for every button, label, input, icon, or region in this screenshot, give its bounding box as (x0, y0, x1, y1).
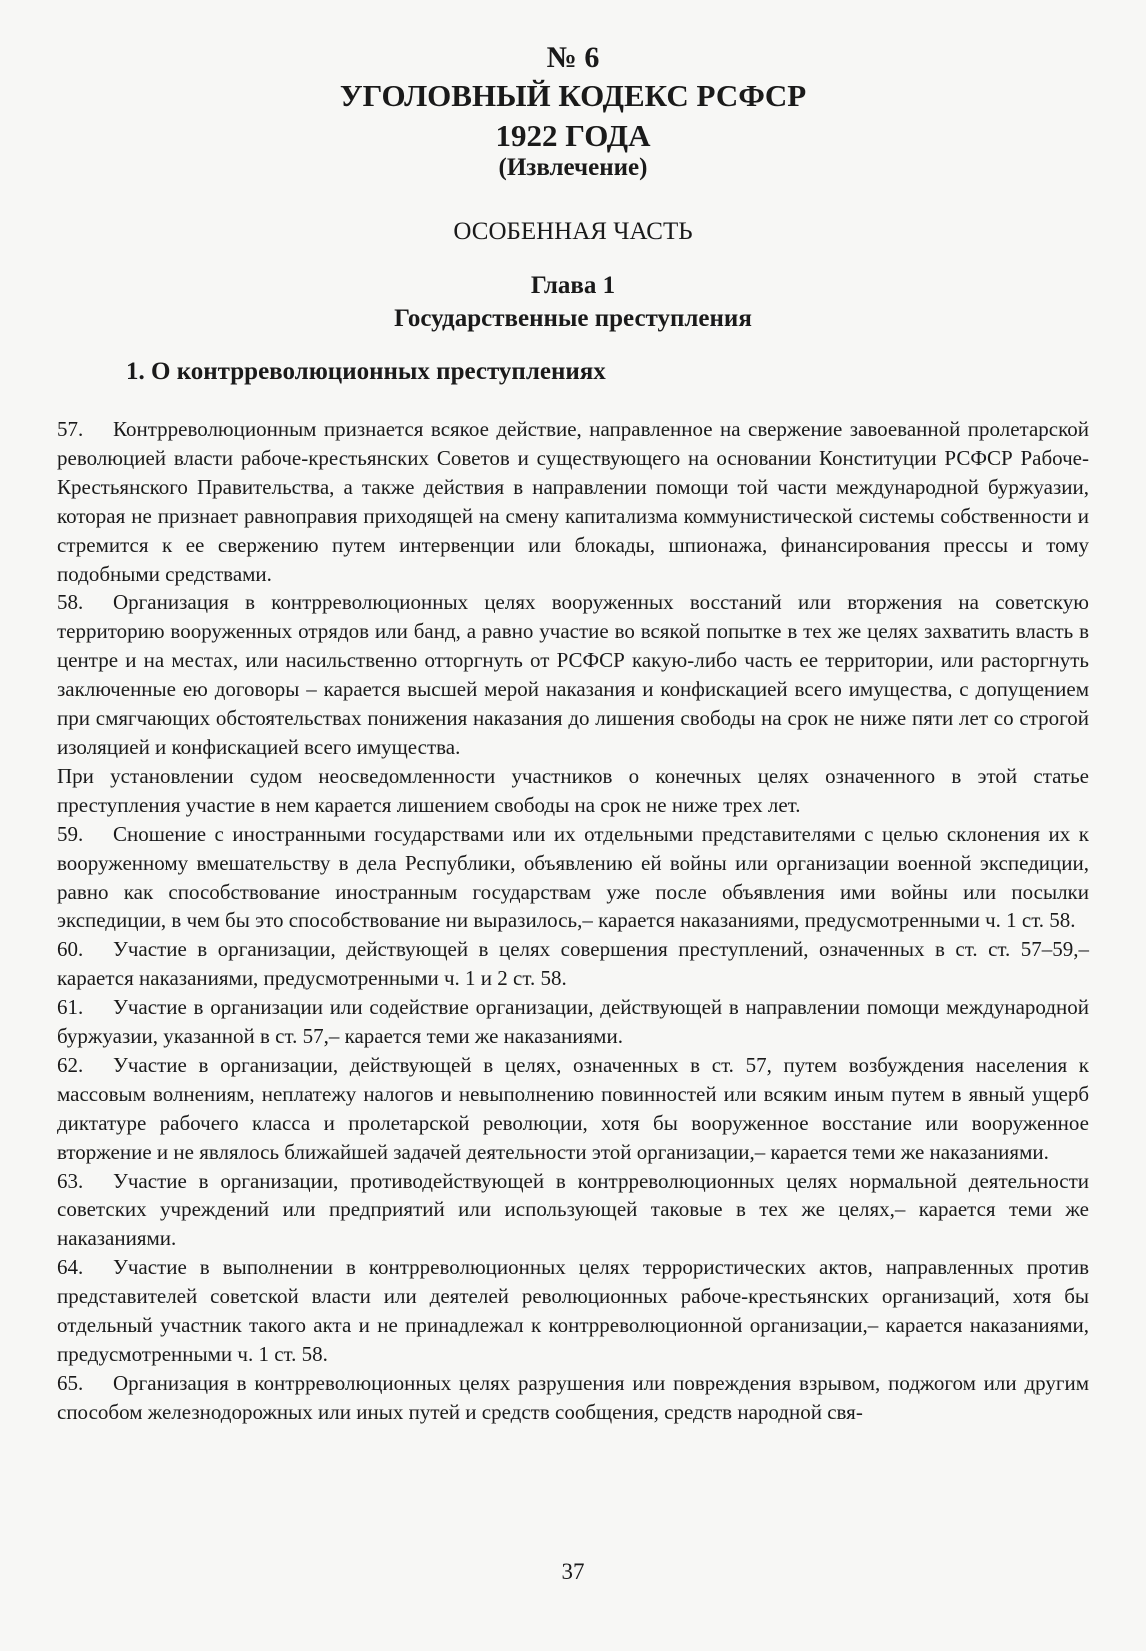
article-text: При установлении судом неосведомленности участников о конечных целях означенного в этой статье преступления участие в нем карается лишением свободы на срок не ниже трех лет. (57, 763, 1089, 817)
article-paragraph (57, 1167, 1089, 1254)
article-number: 60. (57, 937, 84, 962)
article-paragraph (57, 588, 1089, 761)
article-text: Участие в выполнении в контрреволюционных целях террористических актов, направленных против представителей советской власти или деятелей революционных рабоче-крестьянских организаций, хотя бы отдельный участник такого акта и не принадлежал к контрреволюционной организации,– карается наказаниями, предусмотренными ч. 1 ст. 58. (57, 1255, 1089, 1366)
article-number: 62. (57, 1052, 84, 1077)
article-text: Участие в организации, действующей в целях совершения преступлений, означенных в ст. ст. 57–59,– карается наказаниями, предусмотренными ч. 1 и 2 ст. 58. (57, 937, 1089, 991)
document-year: 1922 ГОДА (495, 118, 651, 153)
articles-body (57, 415, 1089, 1427)
document-subtitle: (Извлечение) (498, 154, 648, 181)
article-number: 57. (57, 417, 84, 441)
article-paragraph (57, 820, 1089, 936)
article-paragraph (57, 935, 1089, 993)
article-text: Участие в организации, действующей в целях, означенных в ст. 57, путем возбуждения населения к массовым волнениям, неплатежу налогов и невыполнению повинностей или всяким иным путем в явный ущерб диктатуре рабочего класса и пролетарской революции, хотя бы вооруженное восстание или вооруженное вторжение и не являлось ближайшей задачей деятельности этой организации,– карается теми же наказаниями. (57, 1052, 1089, 1164)
article-text: Участие в организации или содействие организации, действующей в направлении помощи международной буржуазии, указанной в ст. 57,– карается теми же наказаниями. (57, 995, 1089, 1049)
article-paragraph (57, 1253, 1089, 1369)
article-number: 63. (57, 1168, 84, 1193)
chapter-label: Глава 1 (530, 272, 616, 299)
article-number: 58. (57, 590, 84, 615)
article-paragraph (57, 415, 1089, 588)
part-title: ОСОБЕННАЯ ЧАСТЬ (453, 218, 693, 245)
document-title: УГОЛОВНЫЙ КОДЕКС РСФСР (339, 78, 807, 113)
article-paragraph (57, 1051, 1089, 1167)
article-text: Организация в контрреволюционных целях разрушения или повреждения взрывом, поджогом или другим способом железнодорожных или иных путей и средств сообщения, средств народной свя- (57, 1370, 1089, 1424)
article-text: Контрреволюционным признается всякое действие, направленное на свержение завоеванной пролетарской революцией власти рабоче-крестьянских Советов и существующего на основании Конституции РСФСР Рабоче-Крестьянского Правительства, а также действия в направлении помощи той части международной буржуазии, которая не признает равноправия приходящей на смену капитализма коммунистической системы собственности и стремится к ее свержению путем интервенции или блокады, шпионажа, финансирования прессы и тому подобными средствами. (57, 417, 1089, 586)
article-continuation (57, 762, 1089, 820)
article-text: Участие в организации, противодействующей в контрреволюционных целях нормальной деятельности советских учреждений или предприятий или использующей таковые в тех же целях,– карается теми же наказаниями. (57, 1168, 1089, 1251)
article-number: 61. (57, 995, 84, 1020)
article-text: Организация в контрреволюционных целях вооруженных восстаний или вторжения на советскую территорию вооруженных отрядов или банд, а равно участие во всякой попытке в тех же целях захватить власть в центре и на местах, или насильственно отторгнуть от РСФСР какую-либо часть ее территории, или расторгнуть заключенные ею договоры – карается высшей мерой наказания и конфискацией всего имущества, с допущением при смягчающих обстоятельствах понижения наказания до лишения свободы на срок не ниже пяти лет со строгой изоляцией и конфискацией всего имущества. (57, 590, 1089, 759)
chapter-title: Государственные преступления (394, 305, 752, 332)
page-number: 37 (561, 1559, 585, 1584)
article-paragraph (57, 1369, 1089, 1427)
article-number: 65. (57, 1370, 84, 1395)
section-title: 1. О контрреволюционных преступлениях (126, 358, 606, 385)
article-text: Сношение с иностранными государствами или их отдельными представителями с целью склонения их к вооруженному вмешательству в дела Республики, объявлению ей войны или организации военной экспедиции, равно как способствование иностранным государствам уже после объявления ими войны или посылки экспедиции, в чем бы это способствование ни выразилось,– карается наказаниями, предусмотренными ч. 1 ст. 58. (57, 821, 1089, 933)
document-number: № 6 (546, 41, 600, 74)
article-paragraph (57, 993, 1089, 1051)
article-number: 64. (57, 1255, 84, 1280)
article-number: 59. (57, 821, 84, 846)
